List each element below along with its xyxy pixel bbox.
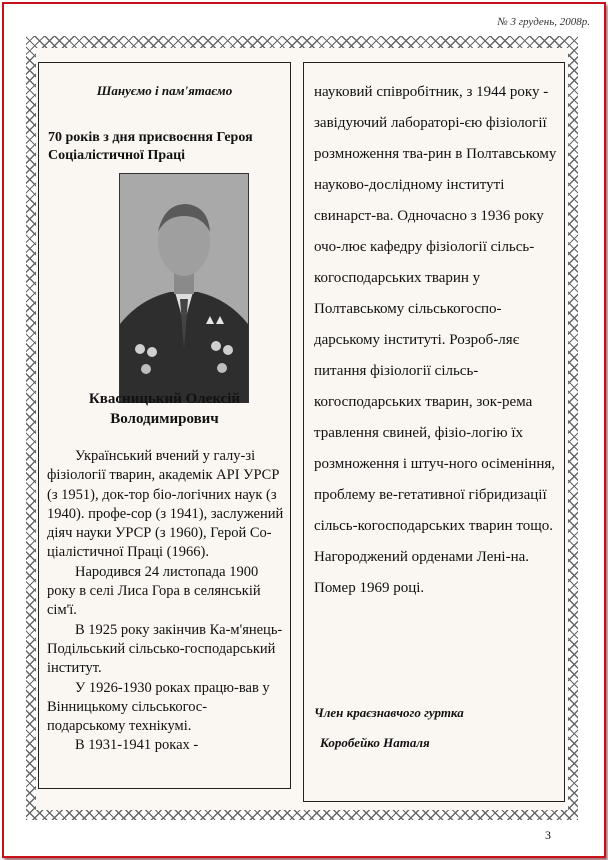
portrait-photo [119,173,249,403]
paragraph: У 1926-1930 роках працю-вав у Вінницькому сільськогос-подарському технікумі. [47,679,270,735]
paragraph: В 1931-1941 роках - [75,737,199,754]
page-number: 3 [545,828,551,842]
issue-header: № 3 грудень, 2008р. [497,16,590,28]
portrait-figure [120,174,248,402]
signature-role: Член краєзнавчого гуртка [314,705,464,720]
right-column [303,62,565,802]
paragraph: Український вчений у галу-зі фізіології тварин, академік АРІ УРСР (з 1951), док-тор біо-логічних наук (з 1940). профе-сор (з 1941), заслужений діяч науки УРСР (з 1960), Герой Со-ціалістичної Праці (1966). [47,448,284,561]
right-body-text: науковий співробітник, з 1944 року - завідуючий лабораторі-єю фізіології розмноження тва-рин в Полтавському науково-дослідному інституті свинарст-ва. Одночасно з 1936 року очо-лює кафедру фізіології сільсь-когосподарських тварин у Полтавському сільськогоспо-дарському інституті. Розроб-ляє питання фізіології сільсь-когосподарських тварин, зок-рема травлення свиней, фізіо-логію їх розмноження і штуч-ного осіменіння, проблему ве-гетативної гібридизації сільсь-когосподарських тварин тощо. Нагороджений орденами Лені-на. Помер 1969 році. [314,84,557,596]
person-name [39,389,290,429]
paragraph: В 1925 року закінчив Ка-м'янець-Подільський сільсько-господарський інститут. [47,621,283,677]
left-column [38,62,291,789]
section-title: Шануємо і пам'ятаємо [96,83,233,98]
paragraph: Народився 24 листопада 1900 року в селі Лиса Гора в селянській сім'ї. [47,563,261,619]
name-line-1: Квасницький Олексій [88,391,241,407]
name-line-2: Володимирович [110,411,219,427]
anniversary-title: 70 років з дня присвоєння Героя Соціалістичної Праці [48,130,253,163]
left-body-text [47,447,285,756]
signature-name: Коробейко Наталя [320,735,430,750]
